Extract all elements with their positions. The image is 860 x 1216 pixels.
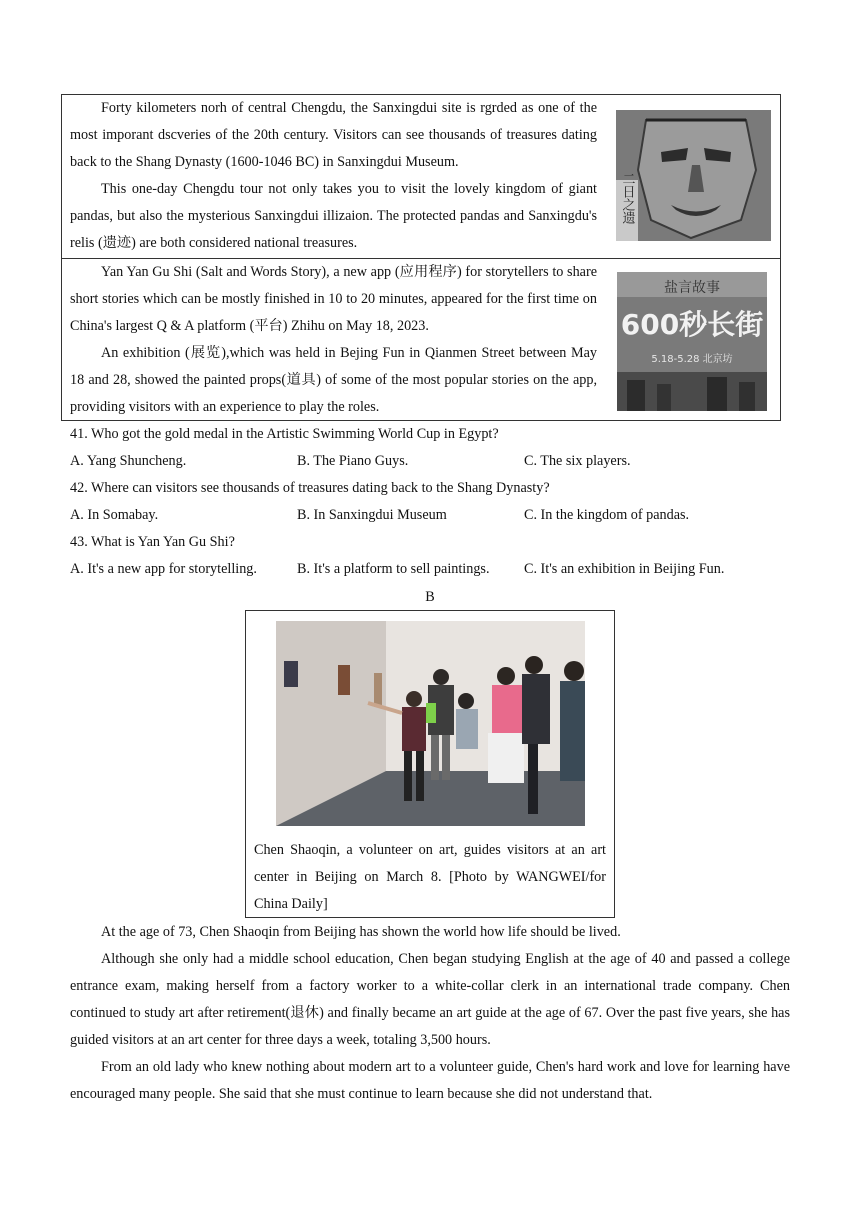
article-body (70, 919, 790, 1108)
poster-big-text: 600秒长街 (620, 308, 764, 341)
photo-caption: Chen Shaoqin, a volunteer on art, guides visitors at an art center in Beijing on March 8. [Photo by WANGWEI/for China Daily] (254, 842, 606, 912)
table-cell-text (70, 259, 597, 421)
reading-table (61, 94, 781, 421)
paragraph: Although she only had a middle school education, Chen began studying English at the age of 40 and passed a college entrance exam, making herself from a factory worker to a white-collar clerk in an international trade company. Chen continued to study art after retirement(退休) and finally became an art guide at the age of 67. Over the past five years, she has guided visitors at an art center for three days a week, totaling 3,500 hours. (70, 951, 790, 1048)
art-center-photo (276, 621, 585, 826)
table-row-yanyangushi (62, 258, 780, 420)
question-43: 43. What is Yan Yan Gu Shi? (70, 534, 235, 550)
option-41-c: C. The six players. (524, 453, 631, 469)
option-43-c: C. It's an exhibition in Beijing Fun. (524, 561, 725, 577)
option-41-a: A. Yang Shuncheng. (70, 453, 187, 469)
paragraph: This one-day Chengdu tour not only takes you to visit the lovely kingdom of giant pandas, but also the mysterious Sanxingdui illizaion. The protected pandas and Sanxingdu's relis (遗迹) are both considered national treasures. (70, 181, 597, 251)
option-42-b: B. In Sanxingdui Museum (297, 507, 447, 523)
option-42-c: C. In the kingdom of pandas. (524, 507, 690, 523)
option-43-b: B. It's a platform to sell paintings. (297, 561, 490, 577)
paragraph: Yan Yan Gu Shi (Salt and Words Story), a new app (应用程序) for storytellers to share short stories which can be mostly finished in 10 to 20 minutes, appeared for the first time on China's largest Q & A platform (平台) Zhihu on May 18, 2023. (70, 264, 597, 334)
paragraph: From an old lady who knew nothing about modern art to a volunteer guide, Chen's hard work and love for learning have encouraged many people. She said that she must continue to learn because she did not understand that. (70, 1059, 790, 1102)
option-41-b: B. The Piano Guys. (297, 453, 409, 469)
paragraph: At the age of 73, Chen Shaoqin from Beijing has shown the world how life should be lived. (101, 924, 621, 940)
paragraph: Forty kilometers norh of central Chengdu, the Sanxingdui site is rgrded as one of the most imporant dscveries of the 20th century. Visitors can see thousands of treasures dating back to the Shang Dynasty (1600-1046 BC) in Sanxingdui Museum. (70, 100, 597, 170)
question-42: 42. Where can visitors see thousands of treasures dating back to the Shang Dynasty? (70, 480, 550, 496)
option-42-a: A. In Somabay. (70, 507, 159, 523)
poster-top-text: 盐言故事 (664, 280, 720, 296)
paragraph: An exhibition (展览),which was held in Bejing Fun in Qianmen Street between May 18 and 28, showed the painted props(道具) of some of the most popular stories on the app, providing visitors with an experience to play the roles. (70, 345, 597, 415)
table-cell-text (70, 95, 597, 257)
question-41: 41. Who got the gold medal in the Artistic Swimming World Cup in Egypt? (70, 426, 499, 442)
exhibition-poster-image (617, 272, 767, 411)
poster-small-text: 5.18-5.28 北京坊 (651, 354, 733, 365)
image-text: 二日之遗 (619, 172, 635, 224)
section-label: B (425, 589, 435, 605)
figure-box (245, 610, 615, 918)
sanxingdui-mask-image (616, 110, 771, 241)
table-row-sanxingdui (62, 95, 780, 258)
option-43-a: A. It's a new app for storytelling. (70, 561, 257, 577)
